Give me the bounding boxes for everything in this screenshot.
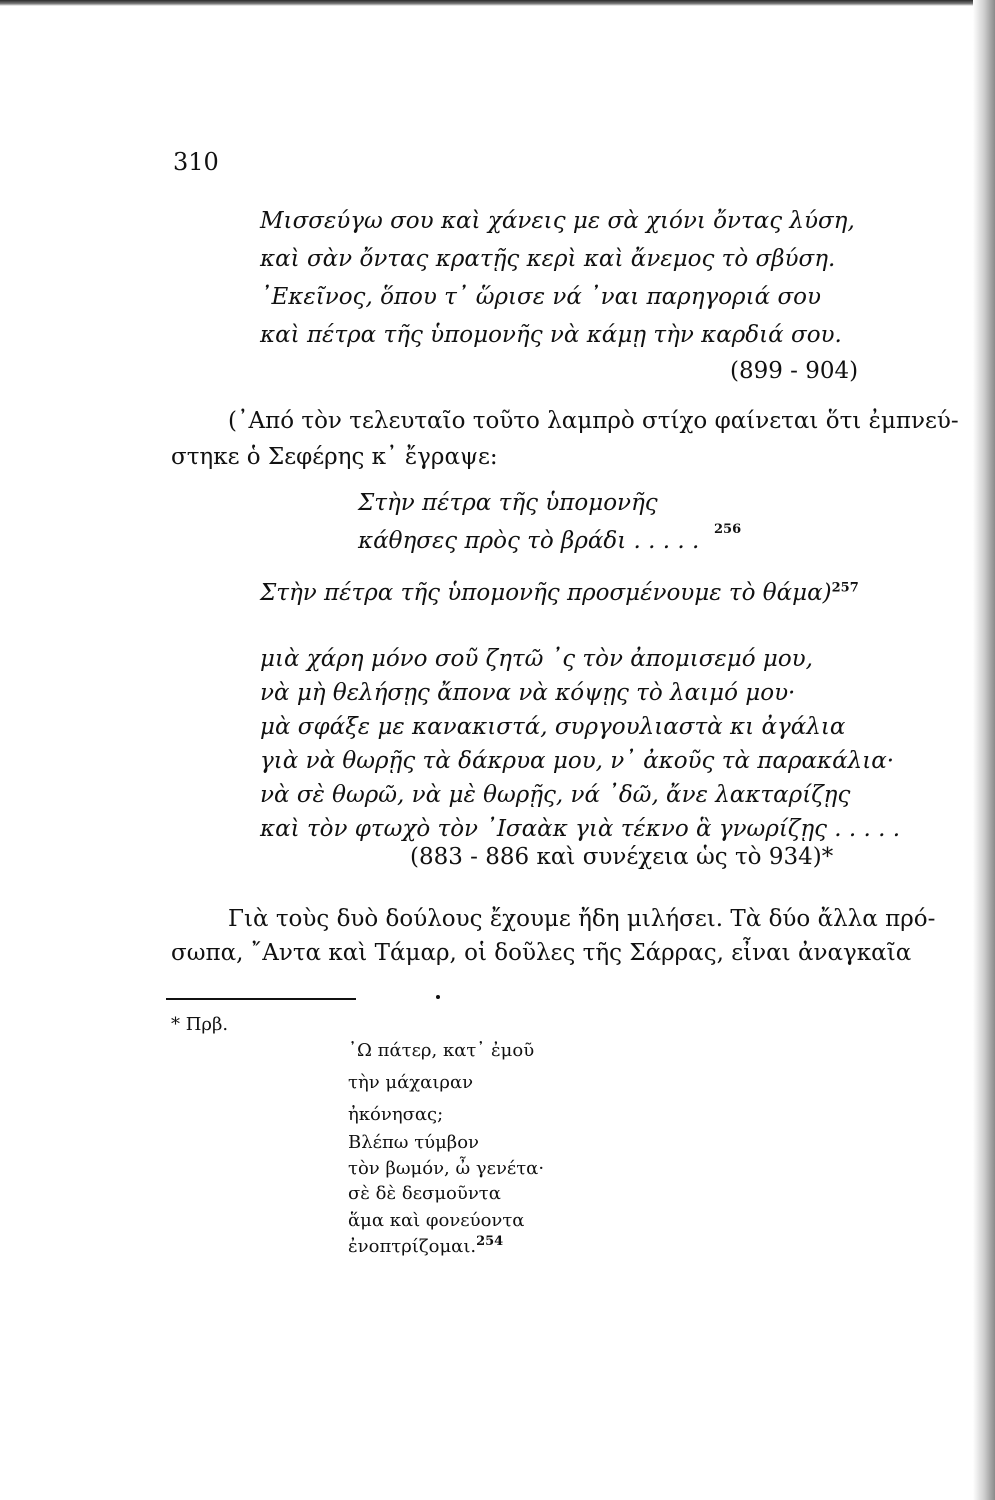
footnote-ref: 254 (476, 1234, 504, 1249)
verse-line: μιὰ χάρη μόνο σοῦ ζητῶ ᾽ς τὸν ἀπομισεμό μου, (260, 646, 813, 672)
prose-line: (᾽Από τὸν τελευταῖο τοῦτο λαμπρὸ στίχο φαίνεται ὅτι ἐμπνεύ- (228, 408, 959, 434)
footnote-ref: 257 (831, 580, 859, 596)
footnote-line: ᾽Ω πάτερ, κατ᾽ ἐμοῦ (348, 1040, 535, 1061)
footnote-line: τὸν βωμόν, ὦ γενέτα· (348, 1158, 545, 1179)
prose-line: Γιὰ τοὺς δυὸ δούλους ἔχουμε ἤδη μιλήσει. Τὰ δύο ἄλλα πρό- (228, 906, 936, 932)
footnote-dot (436, 995, 440, 999)
line-reference: (899 - 904) (730, 358, 859, 384)
verse-line: γιὰ νὰ θωρῇς τὰ δάκρυα μου, ν᾽ ἀκοῦς τὰ παρακάλια· (260, 748, 895, 774)
footnote-line: σὲ δὲ δεσμοῦντα (348, 1183, 501, 1204)
quote-line: κάθησες πρὸς τὸ βράδι . . . . . (358, 528, 700, 554)
quote-line: Στὴν πέτρα τῆς ὑπομονῆς (358, 490, 658, 516)
verse-line: μὰ σφάξε με κανακιστά, συργουλιαστὰ κι ἀγάλια (260, 714, 846, 740)
footnote-line: ἅμα καὶ φονεύοντα (348, 1210, 525, 1231)
footnote-line: τὴν μάχαιραν (348, 1072, 474, 1093)
verse-line: Μισσεύγω σου καὶ χάνεις με σὰ χιόνι ὄντας λύση, (260, 208, 855, 234)
verse-line: ᾽Εκεῖνος, ὅπου τ᾽ ὥρισε νά ᾽ναι παρηγοριά σου (260, 284, 821, 310)
prose-line: στηκε ὁ Σεφέρης κ᾽ ἔγραψε: (171, 444, 498, 470)
prose-line: σωπα, ῎Αντα καὶ Τάμαρ, οἱ δοῦλες τῆς Σάρρας, εἶναι ἀναγκαῖα (171, 940, 912, 966)
footnote-line: ἠκόνησας; (348, 1104, 444, 1125)
page-number: 310 (173, 148, 219, 176)
verse-line: νὰ σὲ θωρῶ, νὰ μὲ θωρῇς, νά ᾽δῶ, ἄνε λακταρίζῃς (260, 782, 851, 808)
footnote-ref: 256 (714, 522, 742, 537)
verse-line: καὶ πέτρα τῆς ὑπομονῆς νὰ κάμῃ τὴν καρδιά σου. (260, 322, 842, 348)
verse-line: νὰ μὴ θελήσῃς ἄπονα νὰ κόψῃς τὸ λαιμό μου· (260, 680, 796, 706)
footnote-rule (166, 998, 356, 1000)
page-edge-top (0, 0, 995, 6)
page-edge-right (973, 0, 995, 1500)
footnote-marker: * Πρβ. (171, 1014, 229, 1035)
verse-line: καὶ σὰν ὄντας κρατῇς κερὶ καὶ ἄνεμος τὸ σβύση. (260, 246, 836, 272)
line-reference: (883 - 886 καὶ συνέχεια ὡς τὸ 934)* (410, 844, 834, 870)
quote-line: Στὴν πέτρα τῆς ὑπομονῆς προσμένουμε τὸ θάμα)$^{257}$ (260, 580, 859, 606)
footnote-line: Βλέπω τύμβον (348, 1132, 479, 1153)
footnote-line: ἐνοπτρίζομαι.$^{254}$ (348, 1234, 504, 1257)
verse-line: καὶ τὸν φτωχὸ τὸν ᾽Ισαὰκ γιὰ τέκνο ἃ γνωρίζῃς . . . . . (260, 816, 901, 842)
